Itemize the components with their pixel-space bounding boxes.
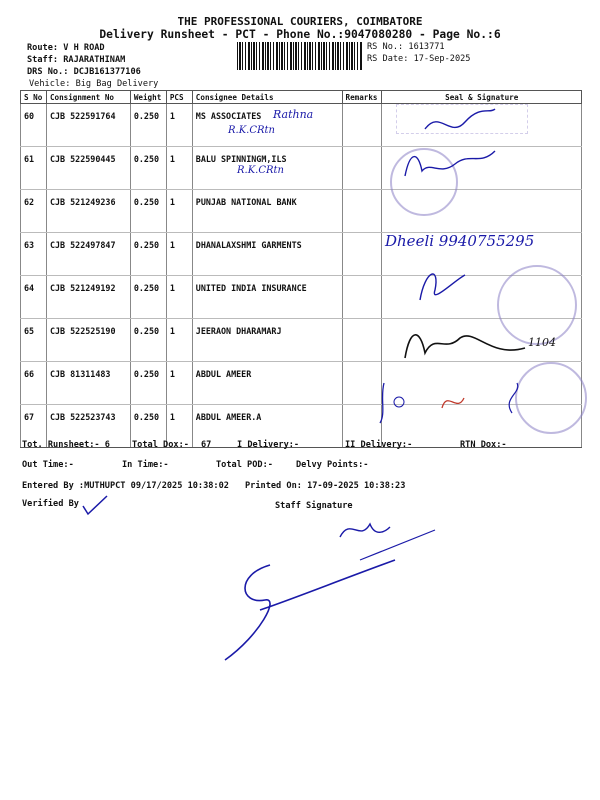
ii-delivery: II Delivery:- [345,440,413,450]
in-time: In Time:- [122,460,169,470]
cell-consignment: CJB 522525190 [46,319,130,362]
cell-consignee: DHANALAXSHMI GARMENTS [192,233,342,276]
col-weight: Weight [130,91,166,104]
barcode [237,42,362,70]
col-consignment: Consignment No [46,91,130,104]
company-title: THE PROFESSIONAL COURIERS, COIMBATORE [177,15,423,28]
cell-remarks [342,190,382,233]
cell-pcs: 1 [166,233,192,276]
cell-consignment: CJB 522523743 [46,405,130,448]
round-seal-stamp [515,362,587,434]
cell-weight: 0.250 [130,362,166,405]
cell-sno: 61 [21,147,47,190]
signature-row-64 [410,260,470,310]
signature-row-66-67 [372,378,522,428]
cell-remarks [342,319,382,362]
cell-sno: 67 [21,405,47,448]
cell-sno: 62 [21,190,47,233]
cell-consignment: CJB 522591764 [46,104,130,147]
cell-consignee: MS ASSOCIATES [192,104,342,147]
cell-pcs: 1 [166,190,192,233]
col-remarks: Remarks [342,91,382,104]
route-label: Route: V H ROAD [27,43,105,53]
staff-label: Staff: RAJARATHINAM [27,55,126,65]
handwritten-note: R.K.CRtn [237,165,284,176]
col-sno: S No [21,91,47,104]
cell-consignee: ABDUL AMEER.A [192,405,342,448]
cell-pcs: 1 [166,276,192,319]
total-pod: Total POD:- [216,460,273,470]
cell-consignee: UNITED INDIA INSURANCE [192,276,342,319]
cell-remarks [342,104,382,147]
signature-row-61 [400,146,500,186]
cell-pcs: 1 [166,405,192,448]
signature-row-60 [420,104,500,144]
cell-sno: 64 [21,276,47,319]
runsheet-subtitle: Delivery Runsheet - PCT - Phone No.:9047080280 - Page No.:6 [99,28,501,41]
table-header-row [21,91,582,104]
cell-weight: 0.250 [130,190,166,233]
cell-consignment: CJB 522590445 [46,147,130,190]
cell-consignee: PUNJAB NATIONAL BANK [192,190,342,233]
cell-remarks [342,147,382,190]
handwritten-note: R.K.CRtn [228,125,275,136]
out-time: Out Time:- [22,460,74,470]
cell-consignee: BALU SPINNINGM,ILS [192,147,342,190]
cell-sno: 63 [21,233,47,276]
cell-weight: 0.250 [130,405,166,448]
cell-consignment: CJB 521249236 [46,190,130,233]
rtn-dox: RTN Dox:- [460,440,507,450]
cell-pcs: 1 [166,362,192,405]
cell-pcs: 1 [166,147,192,190]
delvy-points: Delvy Points:- [296,460,369,470]
cell-consignment: CJB 81311483 [46,362,130,405]
col-seal-signature: Seal & Signature [382,91,582,104]
table-row [21,190,582,233]
cell-sno: 65 [21,319,47,362]
cell-weight: 0.250 [130,276,166,319]
verified-by: Verified By [22,499,79,509]
staff-signature-label: Staff Signature [275,501,353,511]
printed-on: Printed On: 17-09-2025 10:38:23 [245,481,406,491]
cell-consignee: JEERAON DHARAMARJ [192,319,342,362]
cell-remarks [342,233,382,276]
cell-weight: 0.250 [130,319,166,362]
cell-sno: 60 [21,104,47,147]
cell-weight: 0.250 [130,233,166,276]
cell-weight: 0.250 [130,147,166,190]
total-dox-label: Total Dox:- [132,440,189,450]
cell-consignment: CJB 521249192 [46,276,130,319]
entered-by: Entered By :MUTHUPCT 09/17/2025 10:38:02 [22,481,229,491]
i-delivery: I Delivery:- [237,440,300,450]
handwritten-note: 1104 [528,336,556,349]
handwritten-note: Rathna [273,108,314,121]
handwritten-phone-note: Dheeli 9940755295 [385,232,535,250]
cell-pcs: 1 [166,319,192,362]
signature-row-65 [400,318,530,368]
cell-pcs: 1 [166,104,192,147]
cell-consignee: ABDUL AMEER [192,362,342,405]
col-pcs: PCS [166,91,192,104]
vehicle-label: Vehicle: Big Bag Delivery [29,79,159,89]
total-dox-value: 67 [201,440,212,450]
cell-consignment: CJB 522497847 [46,233,130,276]
cell-remarks [342,276,382,319]
staff-signature [220,555,400,670]
col-consignee: Consignee Details [192,91,342,104]
rs-number: RS No.: 1613771 [367,42,445,52]
cell-weight: 0.250 [130,104,166,147]
rs-date: RS Date: 17-Sep-2025 [367,54,471,64]
verified-tick [80,494,110,516]
drs-number: DRS No.: DCJB161377106 [27,67,141,77]
tot-runsheet: Tot. Runsheet:- 6 [22,440,110,450]
cell-sno: 66 [21,362,47,405]
